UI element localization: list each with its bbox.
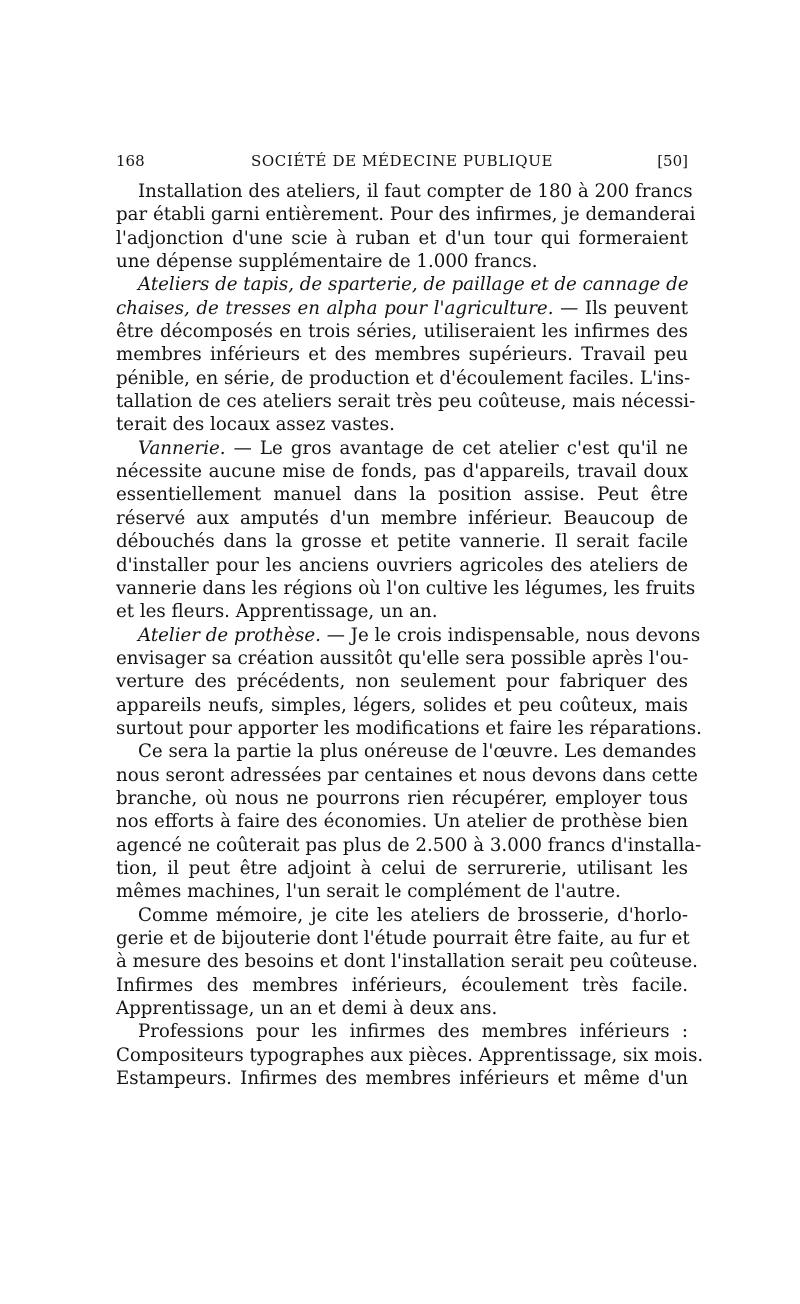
text-line <box>116 507 688 530</box>
body-text <box>116 180 704 1090</box>
italic-heading: chaises, de tresses en alpha pour l'agriculture. <box>116 297 554 319</box>
text-line <box>116 1020 688 1043</box>
text-line <box>116 390 696 413</box>
text-span: Installation des ateliers, il faut compter de 180 à 200 francs <box>138 181 693 202</box>
text-line <box>116 530 688 553</box>
text-line <box>116 413 688 436</box>
text-line <box>116 647 688 670</box>
text-line <box>116 367 691 390</box>
text-span: par établi garni entièrement. Pour des infirmes, je demanderai <box>116 204 696 226</box>
text-line <box>116 787 688 810</box>
text-line <box>116 927 688 950</box>
text-line <box>116 460 688 483</box>
text-span: tion, il peut être adjoint à celui de serrurerie, utilisant les <box>116 857 688 879</box>
text-line <box>116 600 688 623</box>
text-span: — Ils peuvent <box>553 297 689 319</box>
text-line <box>116 834 702 857</box>
text-line <box>116 343 688 366</box>
text-line <box>116 437 688 460</box>
text-line <box>116 717 702 740</box>
text-line <box>116 950 698 973</box>
text-span: Infirmes des membres inférieurs, écoulement très facile. <box>116 974 688 996</box>
text-span: nous seront adressées par centaines et nous devons dans cette <box>116 764 698 786</box>
text-line <box>116 904 688 927</box>
text-span: gerie et de bijouterie dont l'étude pourrait être faite, au fur et <box>116 928 690 949</box>
text-line <box>116 764 698 787</box>
text-span: et les fleurs. Apprentissage, un an. <box>116 601 438 623</box>
text-span: être décomposés en trois séries, utiliseraient les infirmes des <box>116 321 688 343</box>
text-line <box>116 740 697 763</box>
text-line <box>116 997 688 1020</box>
text-line <box>116 577 696 600</box>
text-span: essentiellement manuel dans la position assise. Peut être <box>116 484 688 506</box>
text-span: d'installer pour les anciens ouvriers agricoles des ateliers de <box>116 554 688 576</box>
text-span: vannerie dans les régions où l'on cultive les légumes, les fruits <box>116 577 696 599</box>
text-span: nécessite aucune mise de fonds, pas d'appareils, travail doux <box>116 461 688 483</box>
text-line <box>116 694 688 717</box>
text-span: Estampeurs. Infirmes des membres inférieurs et même d'un <box>116 1068 688 1090</box>
text-line <box>116 203 696 226</box>
text-span: surtout pour apporter les modifications et faire les réparations. <box>116 717 702 739</box>
text-line <box>116 670 688 693</box>
text-line <box>116 180 693 203</box>
text-span: Comme mémoire, je cite les ateliers de brosserie, d'horlo- <box>138 904 688 926</box>
text-span: agencé ne coûterait pas plus de 2.500 à 3.000 francs d'installa- <box>116 834 702 856</box>
page-number: 168 <box>116 152 145 170</box>
text-line <box>116 273 688 296</box>
text-line <box>116 624 701 647</box>
text-span: à mesure des besoins et dont l'installation serait peu coûteuse. <box>116 951 698 973</box>
text-span: terait des locaux assez vastes. <box>116 414 395 436</box>
text-span: envisager sa création aussitôt qu'elle sera possible après l'ou- <box>116 647 689 669</box>
text-span: tallation de ces ateliers serait très peu coûteuse, mais nécessi- <box>116 391 696 413</box>
running-title: SOCIÉTÉ DE MÉDECINE PUBLIQUE <box>251 152 553 170</box>
section-number: [50] <box>657 152 688 170</box>
text-span: débouchés dans la grosse et petite vannerie. Il serait facile <box>116 531 688 553</box>
text-span: appareils neufs, simples, légers, solides et peu coûteux, mais <box>116 694 688 716</box>
text-span: branche, où nous ne pourrons rien récupérer, employer tous <box>116 787 688 809</box>
text-span: — Le gros avantage de cet atelier c'est qu'il ne <box>225 437 688 459</box>
italic-heading: Vannerie. <box>138 437 226 459</box>
text-line <box>116 810 688 833</box>
text-line <box>116 320 688 343</box>
text-line <box>116 857 688 880</box>
text-line <box>116 1044 704 1067</box>
text-span: mêmes machines, l'un serait le complément de l'autre. <box>116 881 621 903</box>
text-line <box>116 880 688 903</box>
text-line <box>116 483 688 506</box>
text-span: Professions pour les infirmes des membres inférieurs : <box>138 1021 688 1043</box>
text-line <box>116 227 688 250</box>
text-line <box>116 250 688 273</box>
text-span: une dépense supplémentaire de 1.000 francs. <box>116 251 538 273</box>
text-line <box>116 554 688 577</box>
text-span: Ce sera la partie la plus onéreuse de l'œuvre. Les demandes <box>138 741 697 763</box>
text-span: l'adjonction d'une scie à ruban et d'un tour qui formeraient <box>116 227 688 249</box>
running-header <box>116 152 688 176</box>
text-span: — Je le crois indispensable, nous devons <box>320 624 701 646</box>
text-span: pénible, en série, de production et d'écoulement faciles. L'ins- <box>116 367 691 389</box>
italic-heading: Atelier de prothèse. <box>138 624 321 646</box>
italic-heading: Ateliers de tapis, de sparterie, de paillage et de cannage de <box>138 274 689 296</box>
text-span: réservé aux amputés d'un membre inférieur. Beaucoup de <box>116 507 688 529</box>
text-line <box>116 974 688 997</box>
text-span: Apprentissage, un an et demi à deux ans. <box>116 998 498 1020</box>
text-line <box>116 297 688 320</box>
text-span: Compositeurs typographes aux pièces. Apprentissage, six mois. <box>116 1044 704 1066</box>
text-line <box>116 1067 688 1090</box>
text-span: membres inférieurs et des membres supérieurs. Travail peu <box>116 344 688 366</box>
text-span: nos efforts à faire des économies. Un atelier de prothèse bien <box>116 811 688 833</box>
text-span: verture des précédents, non seulement pour fabriquer des <box>116 671 688 693</box>
